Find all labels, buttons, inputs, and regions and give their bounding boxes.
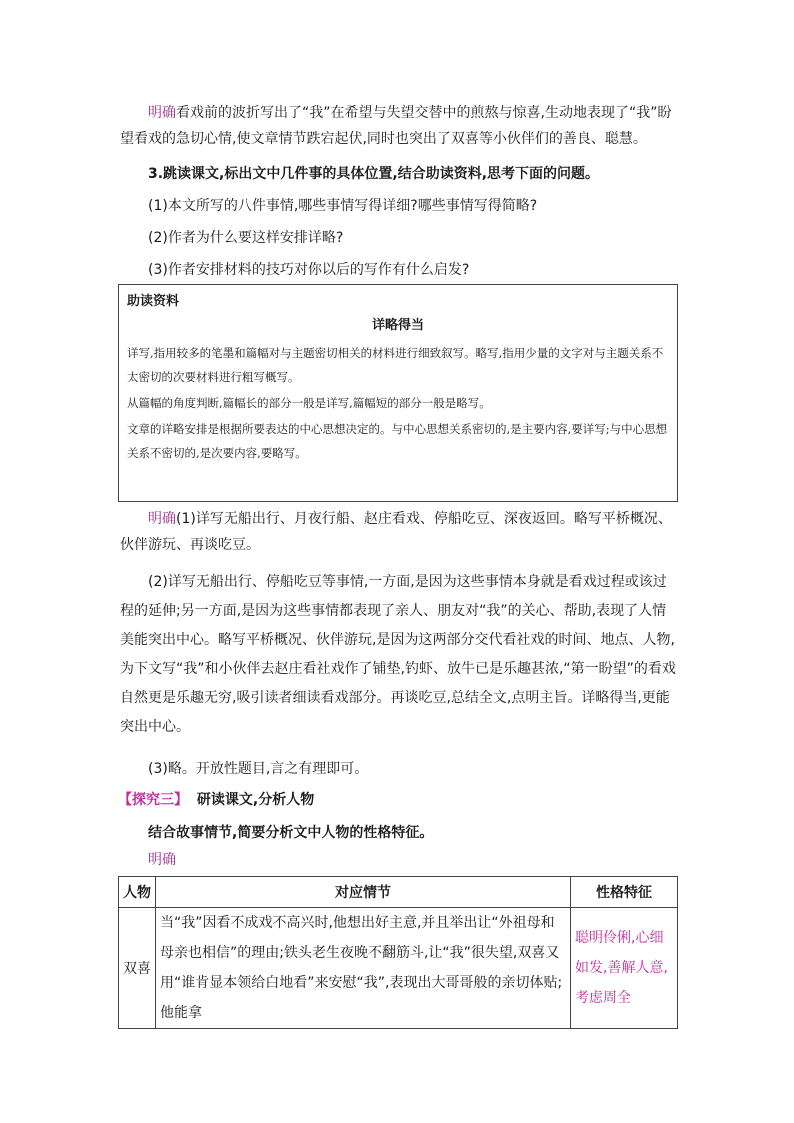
character-table	[118, 876, 678, 1029]
table-header: 对应情节	[156, 877, 571, 908]
paragraph-clarify-1	[120, 100, 680, 152]
question-3-heading: 3.跳读课文,标出文中几件事的具体位置,结合助读资料,思考下面的问题。	[148, 166, 600, 182]
reading-aid-title: 助读资料	[127, 294, 180, 309]
answer-1	[120, 506, 680, 558]
explore-title: 研读课文,分析人物	[196, 792, 315, 808]
reading-aid-paragraph: 文章的详略安排是根据所要表达的中心思想决定的。与中心思想关系密切的,是主要内容,要详写;与中心思想关系不密切的,是次要内容,要略写。	[127, 422, 668, 460]
explore-tag: 【探究三】	[118, 792, 188, 808]
answer-3: (3)略。开放性题目,言之有理即可。	[148, 761, 369, 777]
table-header: 人物	[119, 877, 156, 908]
table-cell-trait: 聪明伶俐,心细如发,善解人意,考虑周全	[571, 908, 678, 1029]
question-3-item-3: (3)作者安排材料的技巧对你以后的写作有什么启发?	[148, 262, 470, 278]
paragraph-text: 看戏前的波折写出了“我”在希望与失望交替中的煎熬与惊喜,生动地表现了“我”盼望看戏的急切心情,使文章情节跌宕起伏,同时也突出了双喜等小伙伴们的善良、聪慧。	[120, 105, 672, 147]
explore-heading	[118, 787, 678, 813]
table-cell-plot: 当“我”因看不成戏不高兴时,他想出好主意,并且举出让“外祖母和母亲也相信”的理由;铁头老生夜晚不翻筋斗,让“我”很失望,双喜又用“谁肯显本领给白地看”来安慰“我”,表现出大哥哥般的亲切体贴;他能拿	[156, 908, 571, 1029]
table-header-row	[119, 877, 678, 908]
table-header: 性格特征	[571, 877, 678, 908]
clarify-mark: 明确	[148, 105, 176, 121]
reading-aid-paragraph: 从篇幅的角度判断,篇幅长的部分一般是详写,篇幅短的部分一般是略写。	[127, 396, 491, 410]
explore-clarify	[120, 847, 680, 873]
reading-aid-box	[118, 284, 678, 502]
question-3-item-2: (2)作者为什么要这样安排详略?	[148, 230, 344, 246]
table-cell-person: 双喜	[119, 908, 156, 1029]
answer-2: (2)详写无船出行、停船吃豆等事情,一方面,是因为这些事情本身就是看戏过程或该过程的延伸;另一方面,是因为这些事情都表现了亲人、朋友对“我”的关心、帮助,表现了人情美能突出中心。略写平桥概况、伙伴游玩,是因为这两部分交代看社戏的时间、地点、人物,为下文写“我”和小伙伴去赵庄看社戏作了铺垫,钓虾、放牛已是乐趣甚浓,“第一盼望”的看戏自然更是乐趣无穷,吸引读者细读看戏部分。再谈吃豆,总结全文,点明主旨。详略得当,更能突出中心。	[120, 574, 676, 735]
answer-text: (1)详写无船出行、月夜行船、赵庄看戏、停船吃豆、深夜返回。略写平桥概况、伙伴游玩、再谈吃豆。	[120, 511, 672, 553]
reading-aid-heading: 详略得当	[371, 318, 424, 333]
clarify-mark: 明确	[148, 511, 176, 527]
explore-question: 结合故事情节,简要分析文中人物的性格特征。	[148, 825, 434, 841]
table-row	[119, 908, 678, 1029]
clarify-mark: 明确	[148, 852, 176, 868]
reading-aid-paragraph: 详写,指用较多的笔墨和篇幅对与主题密切相关的材料进行细致叙写。略写,指用少量的文字对与主题关系不太密切的次要材料进行粗写概写。	[127, 346, 664, 384]
question-3-item-1: (1)本文所写的八件事情,哪些事情写得详细?哪些事情写得简略?	[148, 198, 538, 214]
